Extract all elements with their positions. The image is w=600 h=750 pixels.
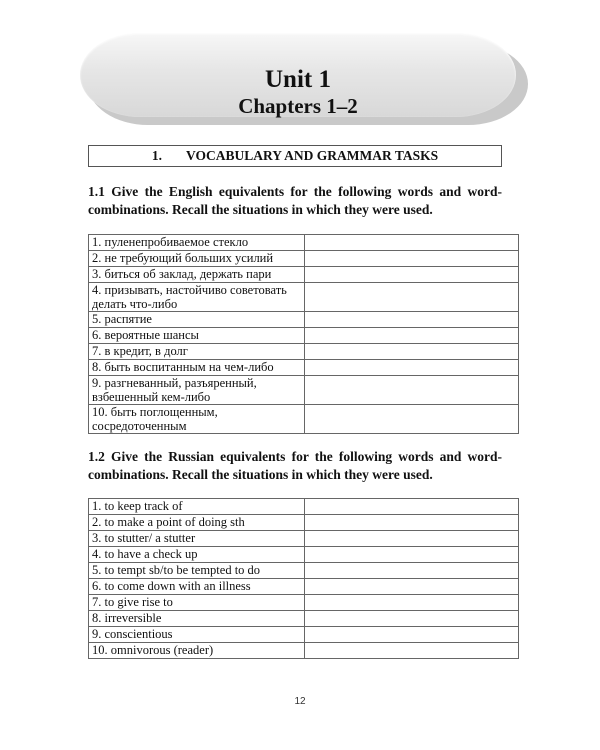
term-cell: 6. to come down with an illness (89, 579, 305, 595)
table-row (89, 235, 519, 251)
table-row (89, 627, 519, 643)
answer-cell[interactable] (305, 283, 519, 312)
table-row (89, 611, 519, 627)
task-1-1-heading: 1.1 Give the English equivalents for the following words and word-combinations. Recall the situations in which they were used. (88, 184, 502, 217)
table-row (89, 344, 519, 360)
answer-cell[interactable] (305, 267, 519, 283)
table-row (89, 579, 519, 595)
answer-cell[interactable] (305, 251, 519, 267)
answer-cell[interactable] (305, 360, 519, 376)
answer-cell[interactable] (305, 547, 519, 563)
unit-title: Unit 1 (265, 66, 331, 93)
term-cell: 5. to tempt sb/to be tempted to do (89, 563, 305, 579)
term-cell: 6. вероятные шансы (89, 328, 305, 344)
answer-cell[interactable] (305, 579, 519, 595)
answer-cell[interactable] (305, 235, 519, 251)
term-cell: 4. призывать, настойчиво советовать делать что-либо (89, 283, 305, 312)
answer-cell[interactable] (305, 595, 519, 611)
section-number: 1. (151, 148, 162, 163)
term-cell: 7. в кредит, в долг (89, 344, 305, 360)
page-number: 12 (294, 696, 306, 707)
term-cell: 10. omnivorous (reader) (89, 643, 305, 659)
term-cell: 9. разгневанный, разъяренный, взбешенный кем-либо (89, 376, 305, 405)
term-cell: 7. to give rise to (89, 595, 305, 611)
table-row (89, 283, 519, 312)
answer-cell[interactable] (305, 515, 519, 531)
table-row (89, 515, 519, 531)
chapters-subtitle: Chapters 1–2 (238, 94, 358, 118)
term-cell: 10. быть поглощенным, сосредоточенным (89, 405, 305, 434)
table-row (89, 312, 519, 328)
table-row (89, 251, 519, 267)
unit-title-banner (80, 33, 528, 125)
section-title: VOCABULARY AND GRAMMAR TASKS (185, 148, 439, 163)
task-1-2-heading: 1.2 Give the Russian equivalents for the following words and word-combinations. Recall the situations in which they were used. (88, 449, 502, 482)
term-cell: 1. to keep track of (89, 499, 305, 515)
term-cell: 2. to make a point of doing sth (89, 515, 305, 531)
task-1-1-table (88, 234, 519, 434)
table-row (89, 328, 519, 344)
table-row (89, 547, 519, 563)
answer-cell[interactable] (305, 627, 519, 643)
table-row (89, 595, 519, 611)
term-cell: 5. распятие (89, 312, 305, 328)
table-row (89, 360, 519, 376)
term-cell: 2. не требующий больших усилий (89, 251, 305, 267)
term-cell: 9. conscientious (89, 627, 305, 643)
section-heading-box (88, 145, 502, 167)
table-row (89, 499, 519, 515)
term-cell: 4. to have a check up (89, 547, 305, 563)
answer-cell[interactable] (305, 531, 519, 547)
table-row (89, 405, 519, 434)
answer-cell[interactable] (305, 344, 519, 360)
answer-cell[interactable] (305, 611, 519, 627)
answer-cell[interactable] (305, 376, 519, 405)
term-cell: 1. пуленепробиваемое стекло (89, 235, 305, 251)
answer-cell[interactable] (305, 312, 519, 328)
answer-cell[interactable] (305, 563, 519, 579)
answer-cell[interactable] (305, 499, 519, 515)
table-row (89, 376, 519, 405)
term-cell: 3. биться об заклад, держать пари (89, 267, 305, 283)
task-1-2-table (88, 498, 519, 659)
answer-cell[interactable] (305, 405, 519, 434)
table-row (89, 643, 519, 659)
answer-cell[interactable] (305, 328, 519, 344)
term-cell: 8. irreversible (89, 611, 305, 627)
term-cell: 3. to stutter/ a stutter (89, 531, 305, 547)
table-row (89, 267, 519, 283)
table-row (89, 563, 519, 579)
term-cell: 8. быть воспитанным на чем-либо (89, 360, 305, 376)
banner-shape (80, 33, 516, 117)
table-row (89, 531, 519, 547)
answer-cell[interactable] (305, 643, 519, 659)
